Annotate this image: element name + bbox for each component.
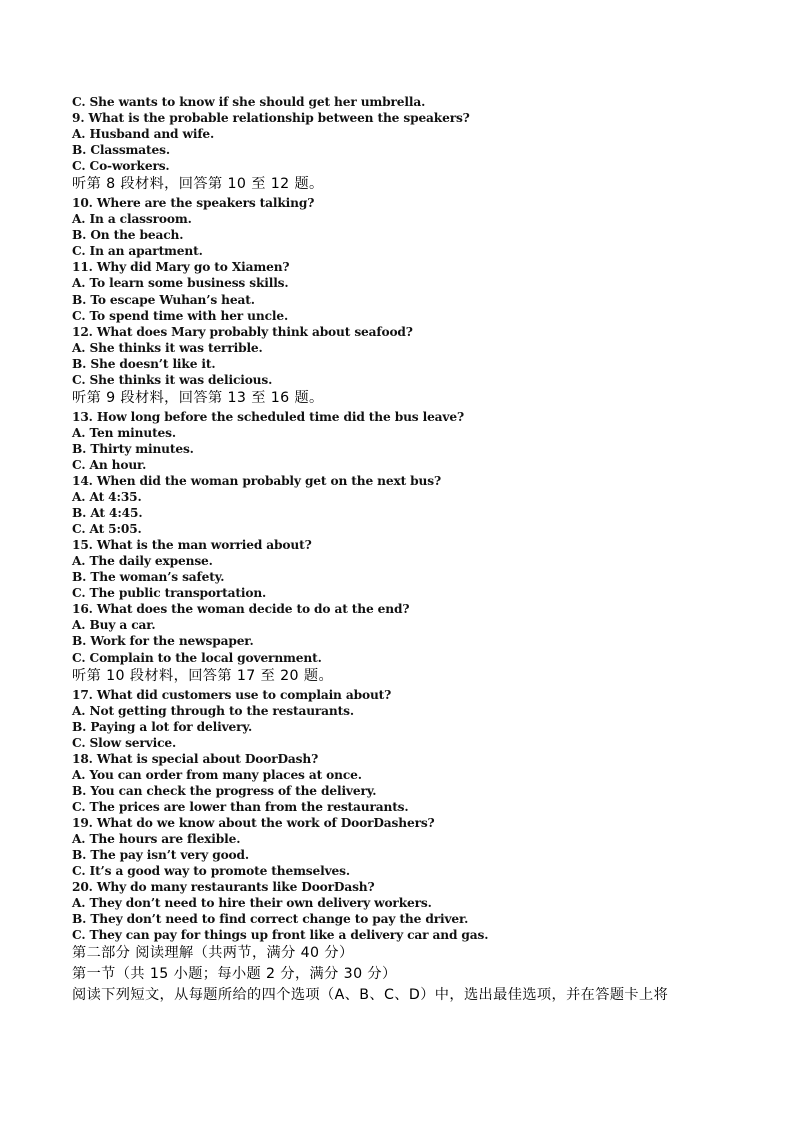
question-text: 16. What does the woman decide to do at the end? (72, 602, 410, 617)
answer-option: C. Complain to the local government. (72, 650, 322, 665)
answer-option: C. It’s a good way to promote themselves. (72, 864, 350, 879)
question-text: 15. What is the man worried about? (72, 538, 312, 553)
question-text: 9. What is the probable relationship between the speakers? (72, 111, 470, 126)
answer-option: C. Co-workers. (72, 159, 170, 174)
answer-option: B. On the beach. (72, 228, 184, 243)
section-instruction: 听第 9 段材料，回答第 13 至 16 题。 (72, 389, 324, 406)
answer-option: C. In an apartment. (72, 244, 203, 259)
question-text: 17. What did customers use to complain about? (72, 687, 392, 702)
question-text: 13. How long before the scheduled time did the bus leave? (72, 409, 464, 424)
answer-option: B. The woman’s safety. (72, 570, 225, 585)
section-instruction: 第二部分 阅读理解（共两节，满分 40 分） (72, 945, 354, 962)
answer-option: C. The prices are lower than from the restaurants. (72, 799, 409, 814)
answer-option: B. Classmates. (72, 143, 170, 158)
answer-option: C. The public transportation. (72, 586, 267, 601)
answer-option: C. They can pay for things up front like a delivery car and gas. (72, 928, 489, 943)
answer-option: A. To learn some business skills. (72, 276, 289, 291)
question-text: 19. What do we know about the work of DoorDashers? (72, 815, 435, 830)
answer-option: C. An hour. (72, 457, 147, 472)
question-text: 20. Why do many restaurants like DoorDash? (72, 880, 375, 895)
answer-option: C. Slow service. (72, 735, 177, 750)
question-text: 11. Why did Mary go to Xiamen? (72, 260, 290, 275)
answer-option: B. She doesn’t like it. (72, 356, 216, 371)
section-instruction: 第一节（共 15 小题；每小题 2 分，满分 30 分） (72, 966, 397, 983)
answer-option: C. To spend time with her uncle. (72, 308, 289, 323)
answer-option: B. At 4:45. (72, 506, 143, 521)
answer-option: A. The hours are flexible. (72, 831, 241, 846)
answer-option: B. Paying a lot for delivery. (72, 719, 253, 734)
answer-option: A. Husband and wife. (72, 127, 215, 142)
answer-option: B. To escape Wuhan’s heat. (72, 292, 255, 307)
question-text: 12. What does Mary probably think about seafood? (72, 324, 413, 339)
answer-option: B. Thirty minutes. (72, 441, 194, 456)
answer-option: A. Buy a car. (72, 618, 156, 633)
answer-option: A. Ten minutes. (72, 425, 176, 440)
question-text: 10. Where are the speakers talking? (72, 196, 315, 211)
question-text: 14. When did the woman probably get on the next bus? (72, 473, 441, 488)
document-body (72, 94, 732, 1006)
answer-option: C. At 5:05. (72, 522, 142, 537)
answer-option: A. In a classroom. (72, 212, 192, 227)
answer-option: A. At 4:35. (72, 490, 142, 505)
answer-option: A. The daily expense. (72, 554, 213, 569)
answer-option: C. She wants to know if she should get her umbrella. (72, 95, 426, 109)
answer-option: B. The pay isn’t very good. (72, 848, 250, 863)
answer-option: A. She thinks it was terrible. (72, 340, 263, 355)
answer-option: B. They don’t need to find correct change to pay the driver. (72, 912, 469, 927)
answer-option: A. You can order from many places at once. (72, 767, 362, 782)
question-text: 18. What is special about DoorDash? (72, 751, 319, 766)
section-instruction: 听第 8 段材料，回答第 10 至 12 题。 (72, 176, 324, 193)
section-instruction: 听第 10 段材料，回答第 17 至 20 题。 (72, 667, 334, 684)
answer-option: A. They don’t need to hire their own delivery workers. (72, 896, 432, 911)
answer-option: C. She thinks it was delicious. (72, 372, 273, 387)
answer-option: B. Work for the newspaper. (72, 634, 254, 649)
answer-option: A. Not getting through to the restaurants. (72, 703, 354, 718)
section-instruction: 阅读下列短文，从每题所给的四个选项（A、B、C、D）中，选出最佳选项，并在答题卡上将 (72, 987, 669, 1004)
answer-option: B. You can check the progress of the delivery. (72, 783, 377, 798)
